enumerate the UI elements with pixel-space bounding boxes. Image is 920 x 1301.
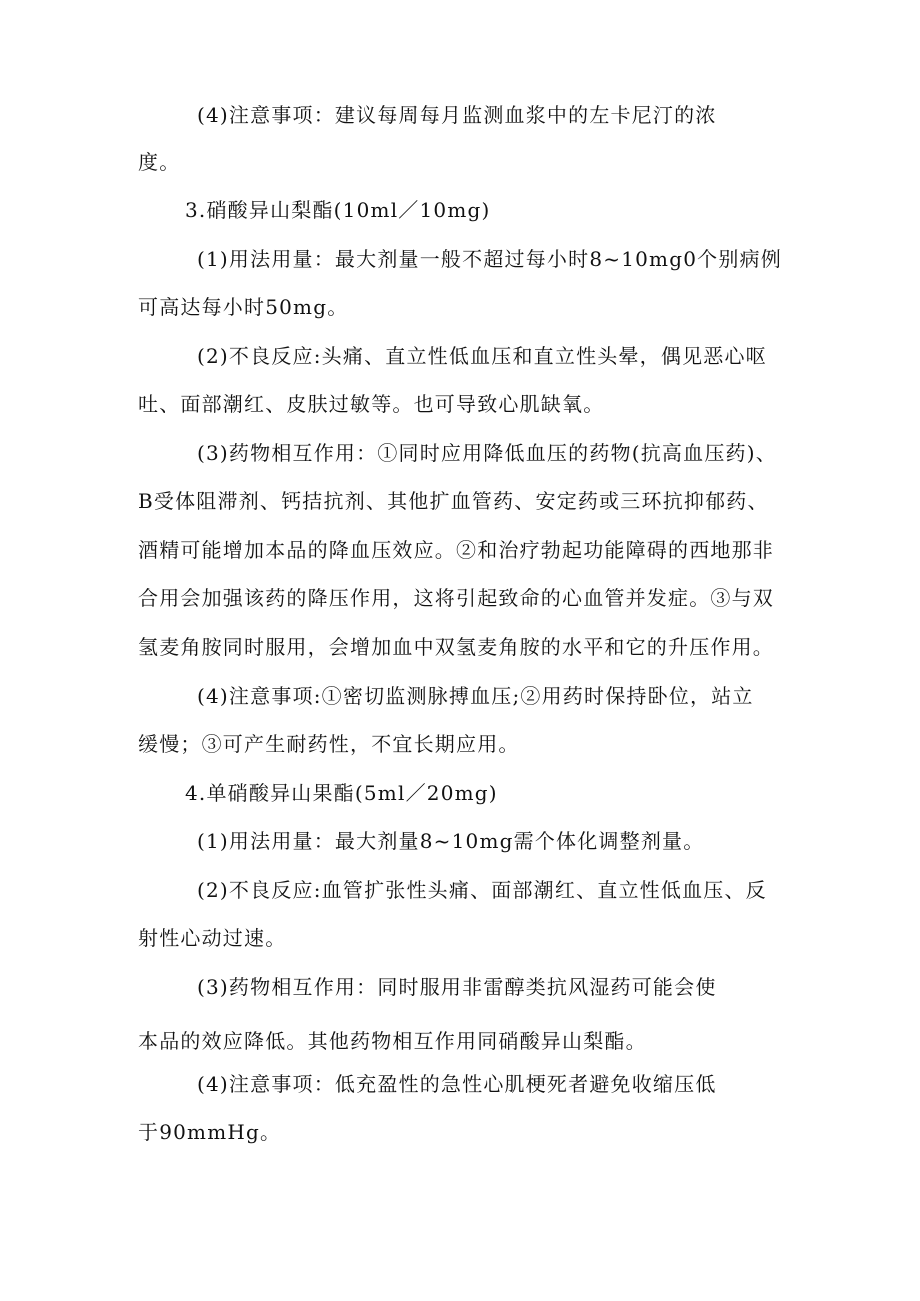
text-line: 氢麦角胺同时服用，会增加血中双氢麦角胺的水平和它的升压作用。 [138,635,774,659]
text-line: (2)不良反应:头痛、直立性低血压和直立性头晕，偶见恶心呕 [197,344,767,368]
text-line: (3)药物相互作用：同时服用非雷醇类抗风湿药可能会使 [197,975,717,999]
text-line: 合用会加强该药的降压作用，这将引起致命的心血管并发症。③与双 [138,586,774,610]
text-line: 于90mmHg。 [138,1120,282,1144]
text-line: (4)注意事项：低充盈性的急性心肌梗死者避免收缩压低 [197,1072,717,1096]
text-line: (1)用法用量：最大剂量8~10mg需个体化调整剂量。 [197,829,705,853]
text-line: (1)用法用量：最大剂量一般不超过每小时8~10mg0个别病例 [197,247,782,271]
text-line: 本品的效应降低。其他药物相互作用同硝酸异山梨酯。 [138,1029,647,1053]
text-line: 可高达每小时50mg。 [138,295,349,319]
section-heading: 3.硝酸异山梨酯(10ml／10mg) [185,198,491,222]
text-line: 度。 [138,150,181,174]
text-line: 吐、面部潮红、皮肤过敏等。也可导致心肌缺氧。 [138,392,605,416]
text-line: 射性心动过速。 [138,926,287,950]
text-line: (2)不良反应:血管扩张性头痛、面部潮红、直立性低血压、反 [197,878,767,902]
text-line: 缓慢；③可产生耐药性，不宜长期应用。 [138,732,520,756]
text-line: (3)药物相互作用：①同时应用降低血压的药物(抗高血压药)、 [197,441,777,465]
text-line: B受体阻滞剂、钙拮抗剂、其他扩血管药、安定药或三环抗抑郁药、 [138,489,769,513]
section-heading: 4.单硝酸异山果酯(5ml／20mg) [185,781,498,805]
text-line: (4)注意事项：建议每周每月监测血浆中的左卡尼汀的浓 [197,103,717,127]
text-line: 酒精可能增加本品的降血压效应。②和治疗勃起功能障碍的西地那非 [138,538,774,562]
text-line: (4)注意事项:①密切监测脉搏血压;②用药时保持卧位，站立 [197,684,754,708]
